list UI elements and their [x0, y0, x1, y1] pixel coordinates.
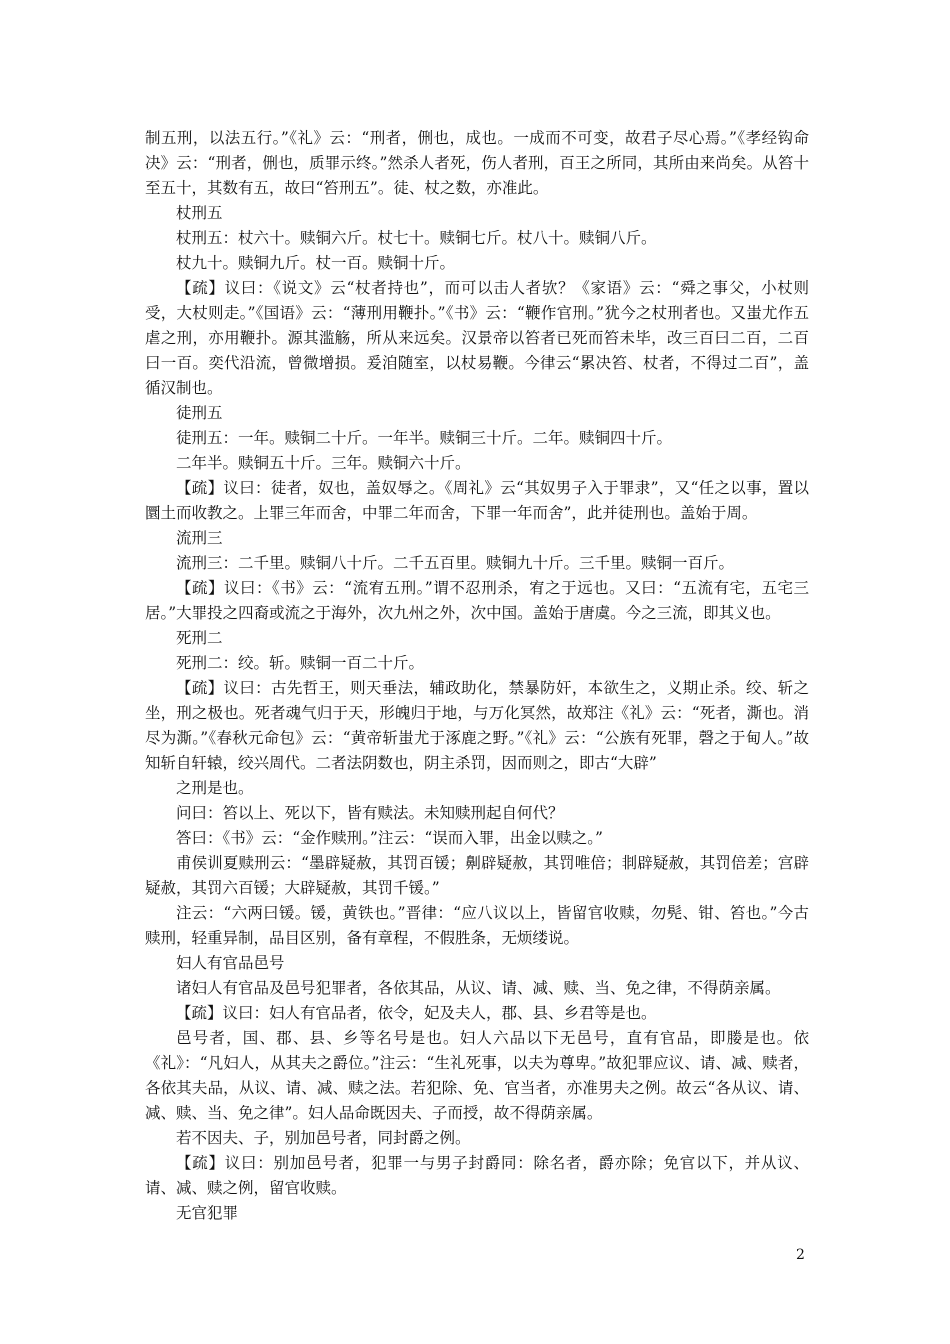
- paragraph: 无官犯罪: [176, 1204, 239, 1222]
- paragraph: 答曰：《书》云：“金作赎刑。”注云：“误而入罪，出金以赎之。”: [176, 829, 603, 847]
- paragraph: 杖刑五: [176, 204, 223, 222]
- paragraph: 徒刑五：一年。赎铜二十斤。一年半。赎铜三十斤。二年。赎铜四十斤。: [176, 429, 673, 447]
- paragraph: 之刑是也。: [176, 779, 254, 797]
- paragraph: 诸妇人有官品及邑号犯罪者，各依其品，从议、请、减、赎、当、免之律，不得荫亲属。: [176, 979, 781, 997]
- paragraph: 徒刑五: [176, 404, 223, 422]
- paragraph: 流刑三：二千里。赎铜八十斤。二千五百里。赎铜九十斤。三千里。赎铜一百斤。: [176, 554, 735, 572]
- paragraph: 甫侯训夏赎刑云：“墨辟疑赦，其罚百锾；劓辟疑赦，其罚唯倍；剕辟疑赦，其罚倍差；宫辟疑赦，其罚六百锾；大辟疑赦，其罚千锾。”: [145, 854, 809, 897]
- paragraph: 死刑二: [176, 629, 223, 647]
- paragraph: 【疏】议曰：《书》云：“流宥五刑。”谓不忍刑杀，宥之于远也。又曰：“五流有宅，五宅三居。”大罪投之四裔或流之于海外，次九州之外，次中国。盖始于唐虞。今之三流，即其义也。: [145, 579, 809, 622]
- paragraph: 二年半。赎铜五十斤。三年。赎铜六十斤。: [176, 454, 471, 472]
- document-body: [145, 126, 809, 1226]
- paragraph: 若不因夫、子，别加邑号者，同封爵之例。: [176, 1129, 471, 1147]
- paragraph: 死刑二：绞。斩。赎铜一百二十斤。: [176, 654, 425, 672]
- paragraph: 【疏】议曰：徒者，奴也，盖奴辱之。《周礼》云“其奴男子入于罪隶”，又“任之以事，置以圜土而收教之。上罪三年而舍，中罪二年而舍，下罪一年而舍”，此并徒刑也。盖始于周。: [145, 479, 809, 522]
- paragraph: 杖刑五：杖六十。赎铜六斤。杖七十。赎铜七斤。杖八十。赎铜八斤。: [176, 229, 657, 247]
- page-number: 2: [796, 1247, 805, 1263]
- paragraph: 【疏】议曰：别加邑号者，犯罪一与男子封爵同：除名者，爵亦除；免官以下，并从议、请、减、赎之例，留官收赎。: [145, 1154, 809, 1197]
- paragraph: 【疏】议曰：妇人有官品者，依令，妃及夫人，郡、县、乡君等是也。: [176, 1004, 657, 1022]
- paragraph: 注云：“六两曰锾。锾，黄铁也。”晋律：“应八议以上，皆留官收赎，勿髡、钳、笞也。”今古赎刑，轻重异制，品目区别，备有章程，不假胜条，无烦缕说。: [145, 904, 809, 947]
- paragraph: 制五刑，以法五行。”《礼》云：“刑者，侀也，成也。一成而不可变，故君子尽心焉。”《孝经钩命决》云：“刑者，侀也，质罪示终。”然杀人者死，伤人者刑，百王之所同，其所由来尚矣。从笞十至五十，其数有五，故曰“笞刑五”。徒、杖之数，亦准此。: [145, 129, 809, 197]
- paragraph: 【疏】议曰：古先哲王，则天垂法，辅政助化，禁暴防奸，本欲生之，义期止杀。绞、斩之坐，刑之极也。死者魂气归于天，形魄归于地，与万化冥然，故郑注《礼》云：“死者，澌也。消尽为澌。”《春秋元命包》云：“黄帝斩蚩尤于涿鹿之野。”《礼》云：“公族有死罪，磬之于甸人。”故知斩自轩辕，绞兴周代。二者法阴数也，阴主杀罚，因而则之，即古“大辟”: [145, 679, 809, 772]
- paragraph: 杖九十。赎铜九斤。杖一百。赎铜十斤。: [176, 254, 456, 272]
- paragraph: 问曰：笞以上、死以下，皆有赎法。未知赎刑起自何代？: [176, 804, 564, 822]
- paragraph: 邑号者，国、郡、县、乡等名号是也。妇人六品以下无邑号，直有官品，即媵是也。依《礼》：“凡妇人，从其夫之爵位。”注云：“生礼死事，以夫为尊卑。”故犯罪应议、请、减、赎者，各依其夫品，从议、请、减、赎之法。若犯除、免、官当者，亦准男夫之例。故云“各从议、请、减、赎、当、免之律”。妇人品命既因夫、子而授，故不得荫亲属。: [145, 1029, 809, 1122]
- paragraph: 流刑三: [176, 529, 223, 547]
- paragraph: 妇人有官品邑号: [176, 954, 285, 972]
- paragraph: 【疏】议曰：《说文》云“杖者持也”，而可以击人者欤？《家语》云：“舜之事父，小杖则受，大杖则走。”《国语》云：“薄刑用鞭扑。”《书》云：“鞭作官刑。”犹今之杖刑者也。又蚩尤作五虐之刑，亦用鞭扑。源其滥觞，所从来远矣。汉景帝以笞者已死而笞未毕，改三百曰二百，二百曰一百。奕代沿流，曾微增损。爰洎随室，以杖易鞭。今律云“累决笞、杖者，不得过二百”，盖循汉制也。: [145, 279, 809, 397]
